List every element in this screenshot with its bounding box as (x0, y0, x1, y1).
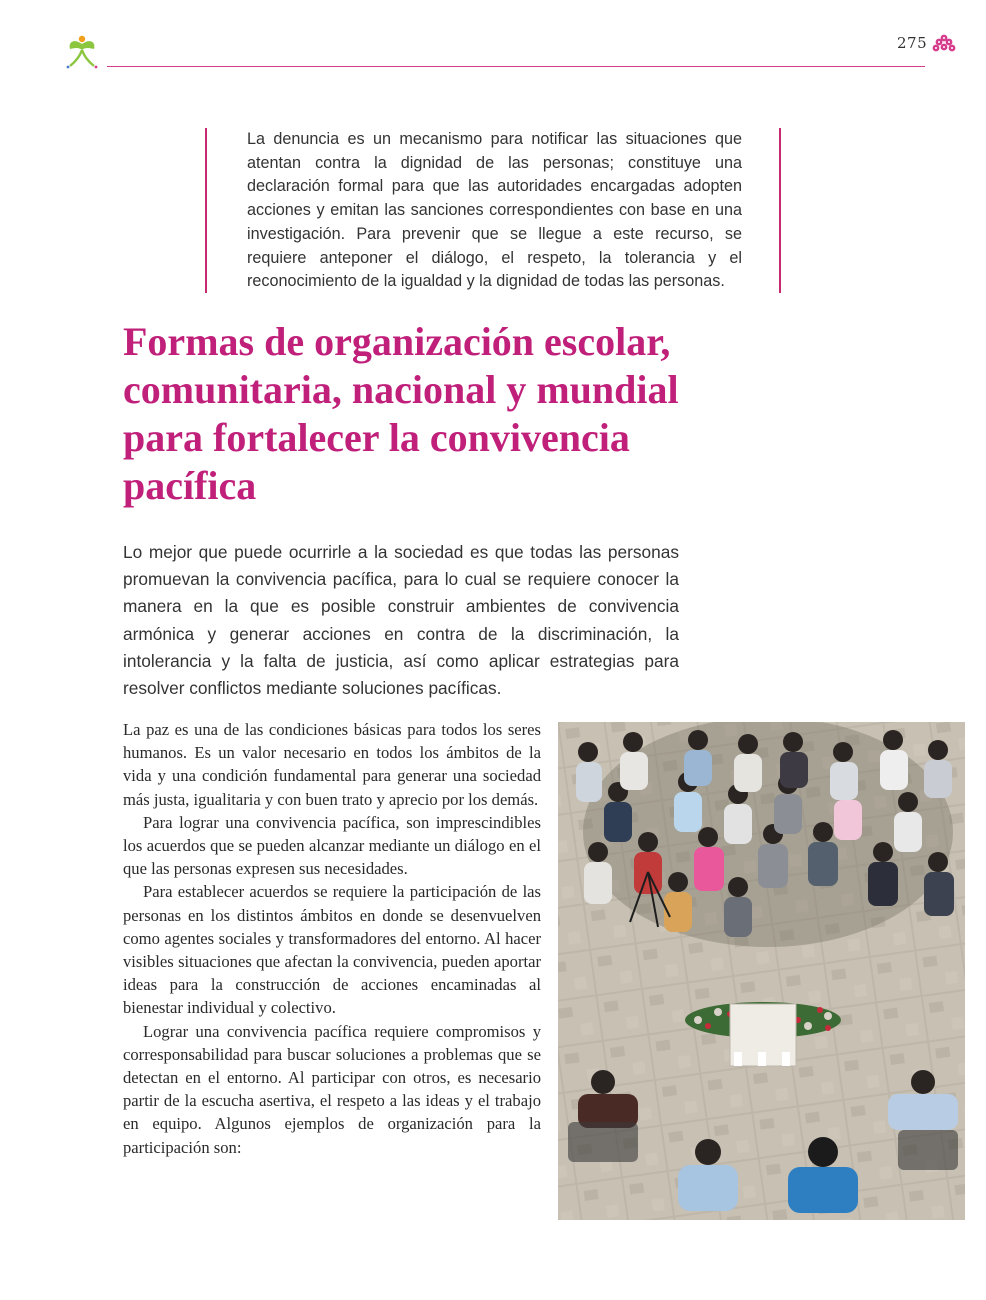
intro-paragraph: La denuncia es un mecanismo para notificar las situaciones que atentan contra la dignidad de las personas; constituye una declaración formal para que las autoridades encargadas adopten acciones y emitan las sanciones correspondientes con base en una investigación. Para prevenir que se llegue a este recurso, se requiere anteponer el diálogo, el respeto, la tolerancia y el reconocimiento de la igualdad y la dignidad de todas las personas. (247, 130, 742, 291)
intro-left-rule (205, 128, 207, 293)
body-column (123, 718, 541, 1159)
header-rule (107, 66, 925, 67)
body-paragraph: Para lograr una convivencia pacífica, son imprescindibles los acuerdos que se pueden alcanzar mediante un diálogo en el que las personas expresen sus necesidades. (123, 812, 541, 879)
lead-paragraph: Lo mejor que puede ocurrirle a la sociedad es que todas las personas promuevan la convivencia pacífica, para lo cual se requiere conocer la manera en la que es posible construir ambientes de convivencia armónica y generar acciones en contra de la discriminación, la intolerancia y la falta de justicia, así como aplicar estrategias para resolver conflictos mediante soluciones pacíficas. (123, 542, 679, 699)
sprout-figure-icon (62, 32, 102, 72)
body-paragraph: Para establecer acuerdos se requiere la participación de las personas en los distintos ámbitos en donde se desenvuelven como agentes sociales y transformadores del entorno. Al hacer visibles situaciones que afectan la convivencia, pueden aportar ideas para la construcción de acciones encaminadas al bienestar individual y colectivo. (123, 882, 541, 1018)
body-paragraph: Lograr una convivencia pacífica requiere compromisos y corresponsabilidad para buscar soluciones a problemas que se detectan en el entorno. Al participar con otros, es necesario partir de la escucha asertiva, el respeto a las ideas y el trabajo en equipo. Algunos ejemplos de organización para la participación son: (123, 1021, 541, 1157)
intro-right-rule (779, 128, 781, 293)
body-paragraph: La paz es una de las condiciones básicas para todos los seres humanos. Es un valor necesario en todos los ámbitos de la vida y una condición fundamental para generar una sociedad más justa, igualitaria y con buen trato y aprecio por los demás. (123, 720, 541, 809)
pink-flower-icon (931, 33, 957, 55)
page-number: 275 (897, 34, 928, 52)
section-title: Formas de organización escolar, comunitaria, nacional y mundial para fortalecer la convivencia pacífica (123, 319, 679, 508)
aerial-view-public-meeting-photo (558, 722, 965, 1220)
